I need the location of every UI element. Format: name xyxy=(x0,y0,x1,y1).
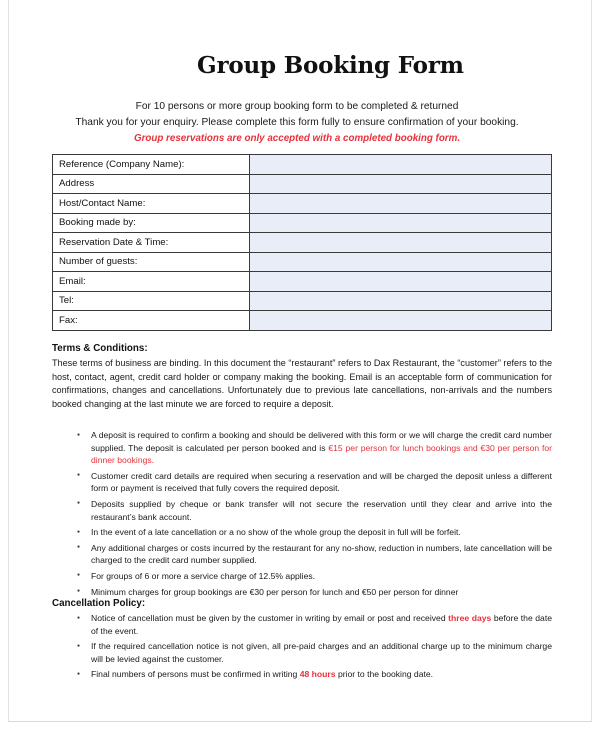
field-label: Number of guests: xyxy=(53,252,250,272)
terms-section xyxy=(52,343,552,411)
field-label: Reservation Date & Time: xyxy=(53,233,250,253)
list-item-text: Final numbers of persons must be confirmed in writing xyxy=(91,669,300,680)
list-item xyxy=(52,542,552,567)
list-item-text: Deposits supplied by cheque or bank transfer will not secure the reservation until they clear and arrive into the restaurant’s bank account. xyxy=(91,498,552,522)
field-input[interactable] xyxy=(250,155,552,175)
list-item-text: Any additional charges or costs incurred by the restaurant for any no-show, reduction in numbers, late cancellation will be charged to the credit card number supplied. xyxy=(91,542,552,566)
field-label: Booking made by: xyxy=(53,213,250,233)
field-label: Address xyxy=(53,174,250,194)
field-input[interactable] xyxy=(250,252,552,272)
list-item-text: A deposit is required to confirm a booking and should be delivered with this form or we will charge the credit card number supplied. The deposit is calculated per person booked and is xyxy=(91,430,552,453)
booking-details-table xyxy=(52,154,552,331)
terms-heading: Terms & Conditions: xyxy=(52,343,148,354)
table-row xyxy=(53,311,552,331)
table-row xyxy=(53,252,552,272)
list-item xyxy=(52,612,552,637)
intro-line-2: Thank you for your enquiry. Please complete this form fully to ensure confirmation of your booking. xyxy=(75,117,519,128)
highlighted-term: 48 hours xyxy=(299,669,336,680)
list-item-text: Notice of cancellation must be given by the customer in writing by email or post and received xyxy=(91,613,449,623)
field-label: Reference (Company Name): xyxy=(53,155,250,175)
terms-bullet-section xyxy=(52,429,552,598)
page-content xyxy=(47,0,552,722)
list-item-text: In the event of a late cancellation or a no show of the whole group the deposit in full will be forfeit. xyxy=(91,527,461,538)
field-input[interactable] xyxy=(250,311,552,331)
cancellation-bullet-section xyxy=(52,612,552,681)
list-item xyxy=(52,526,552,539)
intro-block xyxy=(47,99,547,146)
cancellation-section xyxy=(52,598,552,612)
terms-paragraph: These terms of business are binding. In this document the “restaurant” refers to Dax Restaurant, the “customer” refers to the host, contact, agent, credit card holder or company making the booking. Email is an acceptable form of communication for confirmations, changes and cancellations. Unfortunately due to previous late cancellations, non-arrivals and the numbers booked changing at the last minute we are forced to require a deposit. xyxy=(52,358,552,409)
list-item xyxy=(52,498,552,523)
list-item-text: If the required cancellation notice is not given, all pre-paid charges and an additional charge up to the minimum charge will be levied against the customer. xyxy=(91,641,552,664)
field-input[interactable] xyxy=(250,213,552,233)
table-row xyxy=(53,291,552,311)
booking-details-table-body xyxy=(53,155,552,331)
table-row xyxy=(53,155,552,175)
field-label: Fax: xyxy=(53,311,250,331)
table-row xyxy=(53,174,552,194)
list-item-text: Customer credit card details are required when securing a reservation and will be charged the deposit unless a different form or payment is received that fully covers the required deposit. xyxy=(91,470,552,494)
list-item xyxy=(52,668,552,681)
list-item-text: Minimum charges for group bookings are €30 per person for lunch and €50 per person for dinner xyxy=(91,586,459,597)
field-label: Email: xyxy=(53,272,250,292)
intro-line-1: For 10 persons or more group booking form to be completed & returned xyxy=(135,101,459,112)
table-row xyxy=(53,213,552,233)
list-item-text-tail: prior to the booking date. xyxy=(335,669,434,680)
list-item-text: For groups of 6 or more a service charge of 12.5% applies. xyxy=(91,570,316,581)
field-label: Tel: xyxy=(53,291,250,311)
field-input[interactable] xyxy=(250,174,552,194)
table-row xyxy=(53,194,552,214)
highlighted-term: three days xyxy=(448,613,492,623)
document-page xyxy=(8,0,592,722)
list-item xyxy=(52,640,552,665)
highlighted-term: €15 per person for lunch bookings and €30 per person for dinner bookings. xyxy=(91,442,552,466)
field-label: Host/Contact Name: xyxy=(53,194,250,214)
list-item xyxy=(52,429,552,467)
field-input[interactable] xyxy=(250,233,552,253)
field-input[interactable] xyxy=(250,291,552,311)
list-item xyxy=(52,470,552,495)
list-item xyxy=(52,586,552,599)
cancellation-bullet-list xyxy=(52,612,552,681)
intro-note: Group reservations are only accepted with a completed booking form. xyxy=(133,133,461,144)
page-title: Group Booking Form xyxy=(197,52,464,79)
cancellation-heading: Cancellation Policy: xyxy=(52,598,146,609)
list-item xyxy=(52,570,552,583)
table-row xyxy=(53,233,552,253)
list-item-text-tail: before the date of the event. xyxy=(91,613,552,636)
field-input[interactable] xyxy=(250,272,552,292)
field-input[interactable] xyxy=(250,194,552,214)
table-row xyxy=(53,272,552,292)
terms-bullet-list xyxy=(52,429,552,598)
